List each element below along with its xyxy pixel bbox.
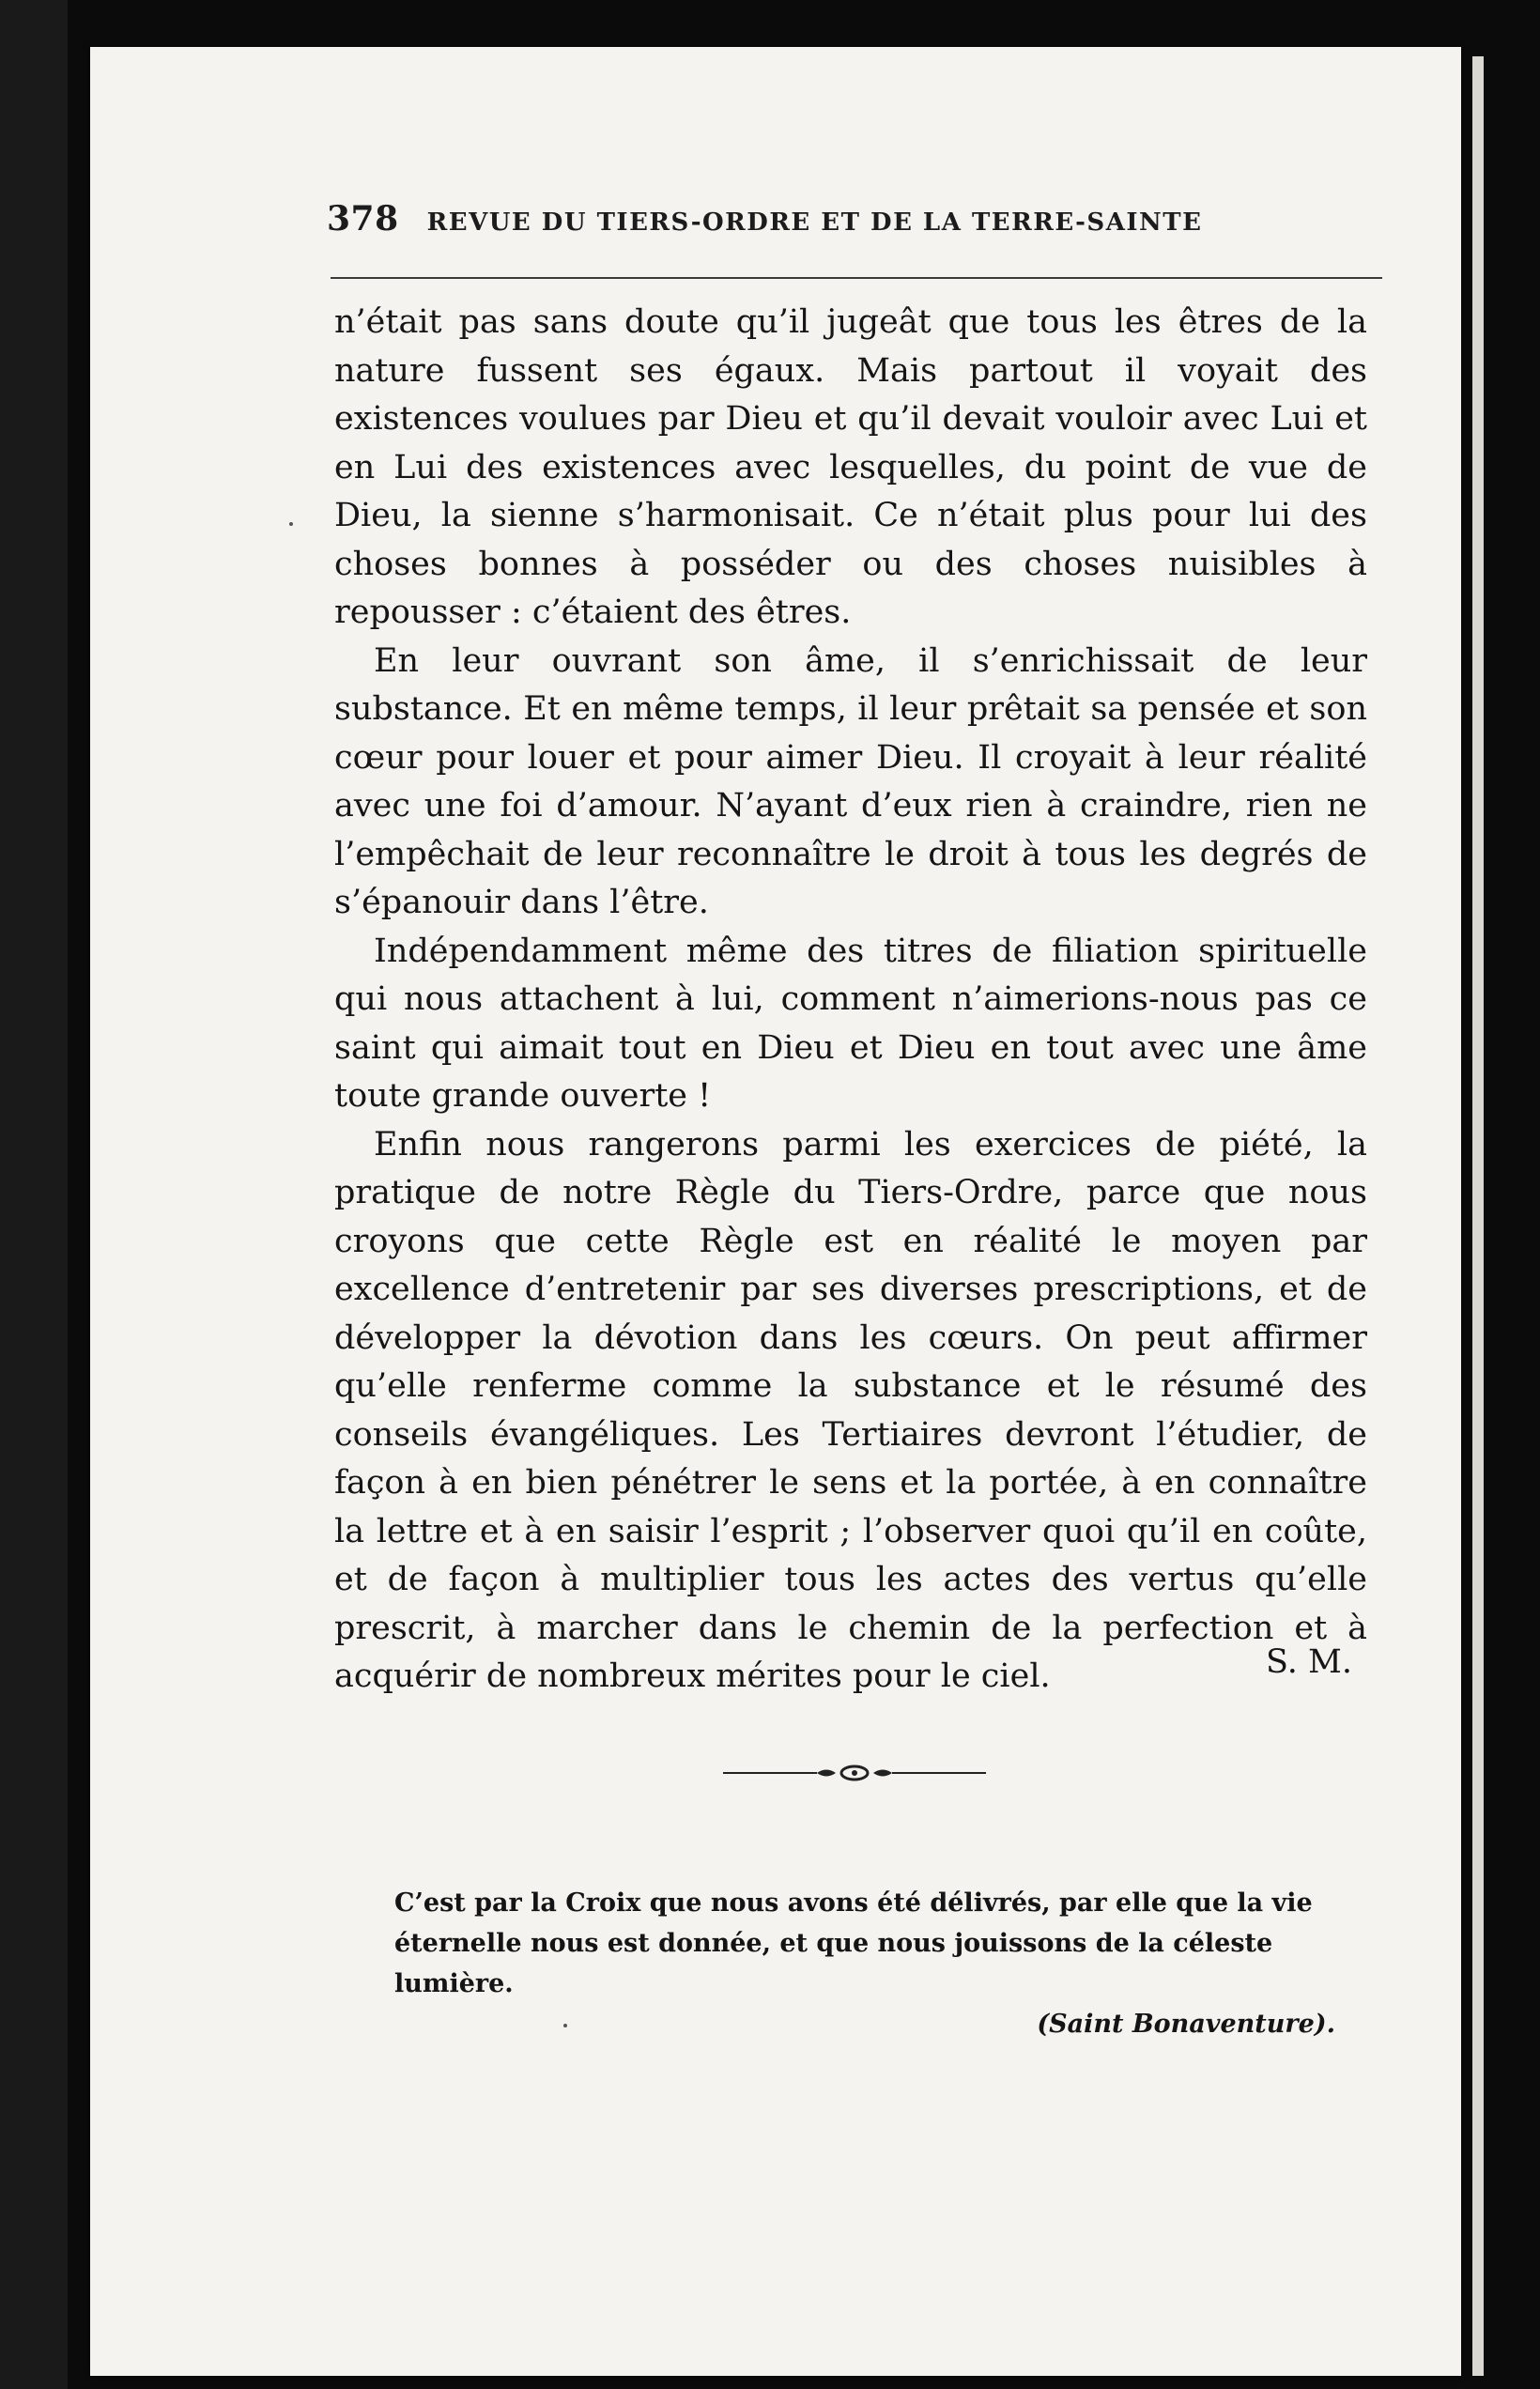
paragraph: En leur ouvrant son âme, il s’enrichissait de leur substance. Et en même temps, il leur prêtait sa pensée et son cœur pour louer et pour aimer Dieu. Il croyait à leur réalité avec une foi d’amour. N’ayant d’eux rien à craindre, rien ne l’empêchait de leur reconnaître le droit à tous les degrés de s’épanouir dans l’être. [334, 641, 1367, 921]
author-signature: S. M. [1266, 1643, 1352, 1681]
scan-border [0, 0, 68, 2389]
scan-speck [289, 522, 293, 526]
paragraph: Indépendamment même des titres de filiation spirituelle qui nous attachent à lui, comment n’aimerions-nous pas ce saint qui aimait tout en Dieu et Dieu en tout avec une âme toute grande ouverte ! [334, 932, 1367, 1115]
adjacent-page-edge [1472, 56, 1484, 2376]
scan-speck [563, 2024, 567, 2027]
page-number: 378 [327, 199, 399, 239]
running-title: REVUE DU TIERS-ORDRE ET DE LA TERRE-SAINTE [426, 208, 1203, 237]
quote-text: C’est par la Croix que nous avons été délivrés, par elle que la vie éternelle nous est donnée, et que nous jouissons de la céleste lumière. [394, 1888, 1313, 1998]
article-body [334, 299, 1367, 1702]
running-header [327, 199, 1266, 239]
ornament-divider-icon [723, 1759, 986, 1787]
paragraph: n’était pas sans doute qu’il jugeât que tous les êtres de la nature fussent ses égaux. Mais partout il voyait des existences voulues par Dieu et qu’il devait vouloir avec Lui et en Lui des existences avec lesquelles, du point de vue de Dieu, la sienne s’harmonisait. Ce n’était plus pour lui des choses bonnes à posséder ou des choses nuisibles à repousser : c’étaient des êtres. [334, 303, 1367, 631]
closing-quote [394, 1883, 1380, 2044]
quote-source: (Saint Bonaventure). [1037, 2010, 1335, 2039]
header-rule [331, 277, 1382, 279]
paragraph: Enfin nous rangerons parmi les exercices de piété, la pratique de notre Règle du Tiers-Ordre, parce que nous croyons que cette Règle est en réalité le moyen par excellence d’entretenir par ses diverses prescriptions, et de développer la dévotion dans les cœurs. On peut affirmer qu’elle renferme comme la substance et le résumé des conseils évangéliques. Les Tertiaires devront l’étudier, de façon à en bien pénétrer le sens et la portée, à en connaître la lettre et à en saisir l’esprit ; l’observer quoi qu’il en coûte, et de façon à multiplier tous les actes des vertus qu’elle prescrit, à marcher dans le chemin de la perfection et à acquérir de nombreux mérites pour le ciel. [334, 1125, 1367, 1695]
